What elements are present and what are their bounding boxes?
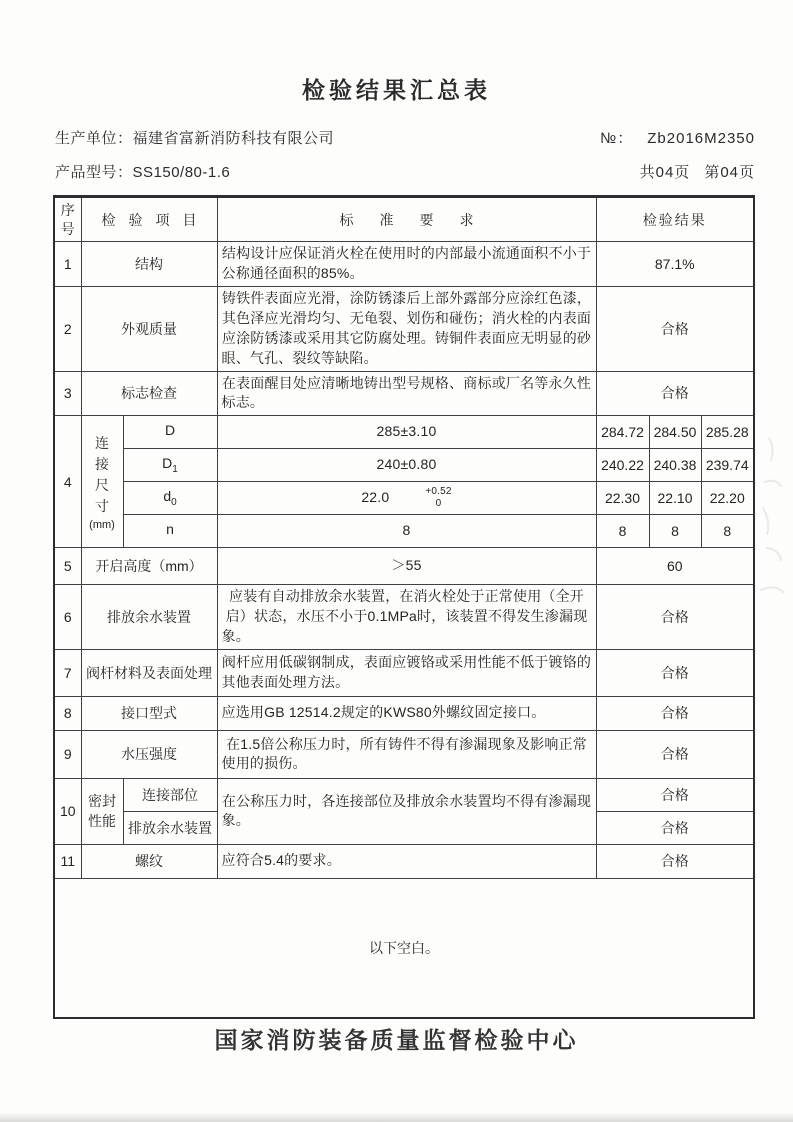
inspection-center-name: 国家消防装备质量监督检验中心 — [214, 1027, 579, 1053]
cell-result: 240.38 — [649, 449, 701, 482]
table-row — [54, 649, 754, 696]
cell-result: 合格 — [596, 585, 754, 650]
margin-scan-marks — [755, 430, 789, 640]
cell-standard: ＞55 — [217, 548, 596, 585]
cell-result: 284.50 — [649, 416, 701, 449]
info-row-producer — [55, 127, 755, 148]
page-title: 检验结果汇总表 — [302, 77, 491, 103]
cell-result: 240.22 — [596, 449, 649, 482]
cell-result: 8 — [649, 515, 701, 548]
cell-seq: 6 — [54, 585, 81, 650]
cell-seq: 8 — [54, 696, 81, 730]
table-row — [54, 371, 754, 416]
table-row-blank — [54, 878, 754, 1018]
producer-label: 生产单位： — [55, 130, 133, 147]
inspection-results-table — [53, 195, 755, 1019]
table-row — [54, 548, 754, 585]
cell-standard: 285±3.10 — [217, 416, 596, 449]
cell-result: 60 — [596, 548, 754, 585]
cell-result: 87.1% — [596, 242, 754, 287]
cell-subitem: 排放余水装置 — [123, 811, 217, 844]
tolerance-base: 22.0 — [361, 489, 390, 506]
cell-standard: 在表面醒目处应清晰地铸出型号规格、商标或厂名等永久性标志。 — [217, 371, 596, 416]
col-header-result: 检验结果 — [596, 197, 754, 242]
cell-seq: 9 — [54, 730, 81, 778]
table-row — [54, 696, 754, 730]
table-row — [54, 778, 754, 811]
cell-item: 螺纹 — [81, 844, 217, 878]
cell-result: 284.72 — [596, 416, 649, 449]
cell-result: 合格 — [596, 730, 754, 778]
cell-param: $d_0$ — [123, 482, 217, 515]
report-number-value: Zb2016M2350 — [647, 130, 755, 147]
cell-standard: 应选用GB 12514.2规定的KWS80外螺纹固定接口。 — [217, 696, 596, 730]
cell-result: 合格 — [596, 811, 754, 844]
cell-item: 外观质量 — [81, 287, 217, 372]
cell-result: 合格 — [596, 696, 754, 730]
cell-item: 标志检查 — [81, 371, 217, 416]
cell-standard: 阀杆应用低碳钢制成，表面应镀铬或采用性能不低于镀铬的其他表面处理方法。 — [217, 649, 596, 696]
cell-item: 水压强度 — [81, 730, 217, 778]
cell-standard: 铸铁件表面应光滑，涂防锈漆后上部外露部分应涂红色漆，其色泽应光滑均匀、无龟裂、划伤和碰伤；消火栓的内表面应涂防锈漆或采用其它防腐处理。铸铜件表面应无明显的砂眼、气孔、裂纹等缺陷。 — [217, 287, 596, 372]
table-row — [54, 287, 754, 372]
table-header-row — [54, 197, 754, 242]
cell-subitem: 连接部位 — [123, 778, 217, 811]
cell-result: 22.20 — [701, 482, 754, 515]
table-row — [54, 482, 754, 515]
cell-result: 8 — [596, 515, 649, 548]
col-header-standard: 标准要求 — [217, 197, 596, 242]
cell-seq: 2 — [54, 287, 81, 372]
table-row — [54, 844, 754, 878]
cell-standard: 应符合5.4的要求。 — [217, 844, 596, 878]
cell-result: 8 — [701, 515, 754, 548]
cell-standard: 应装有自动排放余水装置，在消火栓处于正常使用（全开启）状态，水压不小于0.1MPa时，该装置不得发生渗漏现象。 — [217, 585, 596, 650]
cell-group-label: 密封性能 — [81, 778, 123, 844]
cell-param: $D_1$ — [123, 449, 217, 482]
product-label: 产品型号： — [55, 164, 133, 181]
page-count — [626, 161, 755, 182]
table-row — [54, 242, 754, 287]
cell-seq: 4 — [54, 416, 81, 548]
cell-seq: 1 — [54, 242, 81, 287]
cell-result: 合格 — [596, 287, 754, 372]
table-row — [54, 449, 754, 482]
cell-item: 接口型式 — [81, 696, 217, 730]
report-number — [600, 127, 755, 148]
cell-item: 开启高度（mm） — [81, 548, 217, 585]
group-unit: (mm) — [89, 518, 115, 531]
cell-seq: 10 — [54, 778, 81, 844]
cell-result: 合格 — [596, 778, 754, 811]
cell-result: 合格 — [596, 371, 754, 416]
cell-item: 阀杆材料及表面处理 — [81, 649, 217, 696]
cell-standard: 结构设计应保证消火栓在使用时的内部最小流通面积不小于公称通径面积的85%。 — [217, 242, 596, 287]
table-row — [54, 730, 754, 778]
producer-line — [55, 127, 334, 148]
producer-value: 福建省富新消防科技有限公司 — [132, 130, 335, 147]
cell-item: 排放余水装置 — [81, 585, 217, 650]
cell-standard: 在公称压力时，各连接部位及排放余水装置均不得有渗漏现象。 — [217, 778, 596, 844]
cell-param: n — [123, 515, 217, 548]
cell-param: D — [123, 416, 217, 449]
cell-standard: 8 — [217, 515, 596, 548]
cell-result: 22.10 — [649, 482, 701, 515]
cell-item: 结构 — [81, 242, 217, 287]
col-header-seq: 序号 — [54, 197, 81, 242]
col-header-item: 检验项目 — [81, 197, 217, 242]
cell-result: 239.74 — [701, 449, 754, 482]
cell-seq: 11 — [54, 844, 81, 878]
table-row — [54, 416, 754, 449]
cell-result: 22.30 — [596, 482, 649, 515]
tolerance-stack: +0.52 0 — [425, 485, 452, 510]
document-info — [55, 127, 755, 182]
cell-seq: 5 — [54, 548, 81, 585]
table-row — [54, 515, 754, 548]
cell-standard: 240±0.80 — [217, 449, 596, 482]
product-line — [55, 161, 230, 182]
cell-standard — [217, 482, 596, 515]
cell-seq: 3 — [54, 371, 81, 416]
cell-standard: 在1.5倍公称压力时，所有铸件不得有渗漏现象及影响正常使用的损伤。 — [217, 730, 596, 778]
report-number-label: №： — [600, 130, 634, 147]
scan-edge-shadow — [0, 1112, 793, 1122]
cell-group-label: 连接尺寸 (mm) — [81, 416, 123, 548]
page-current: 第04页 — [704, 164, 755, 181]
blank-note: 以下空白。 — [54, 878, 754, 1018]
info-row-product — [55, 161, 755, 182]
cell-result: 合格 — [596, 649, 754, 696]
cell-result: 285.28 — [701, 416, 754, 449]
product-value: SS150/80-1.6 — [132, 164, 231, 181]
cell-result: 合格 — [596, 844, 754, 878]
pages-total: 共04页 — [639, 164, 691, 181]
cell-seq: 7 — [54, 649, 81, 696]
table-row — [54, 585, 754, 650]
